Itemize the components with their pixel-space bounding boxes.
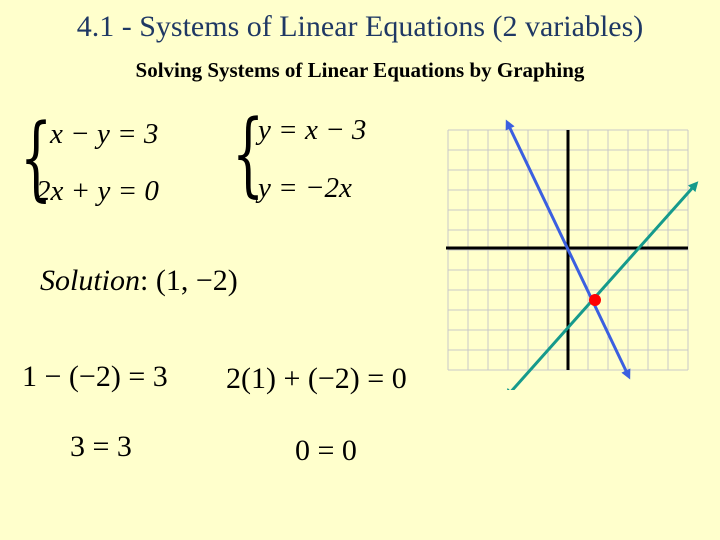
slide-subtitle: Solving Systems of Linear Equations by Graphing xyxy=(135,58,585,82)
check-equation-2: 2(1) + (−2) = 0 xyxy=(226,362,407,395)
check-equation-1: 1 − (−2) = 3 xyxy=(22,360,168,393)
coordinate-graph xyxy=(440,115,700,390)
check-result-1: 3 = 3 xyxy=(70,430,132,463)
slide-title: 4.1 - Systems of Linear Equations (2 variables) xyxy=(76,10,644,43)
solution-statement xyxy=(40,264,238,298)
solution-value: : (1, −2) xyxy=(140,264,238,297)
check-result-2: 0 = 0 xyxy=(295,434,357,467)
equation-2-slope-intercept: y = −2x xyxy=(258,172,352,204)
solution-label: Solution xyxy=(40,264,141,297)
intersection-point xyxy=(589,294,601,306)
left-brace-standard: { xyxy=(20,104,53,211)
equation-1-slope-intercept: y = x − 3 xyxy=(258,114,367,146)
left-brace-slope-intercept: { xyxy=(232,100,265,207)
equation-1-standard: x − y = 3 xyxy=(50,118,159,150)
equation-2-standard: 2x + y = 0 xyxy=(36,175,159,207)
line-y-equals-x-minus-3 xyxy=(508,185,695,390)
